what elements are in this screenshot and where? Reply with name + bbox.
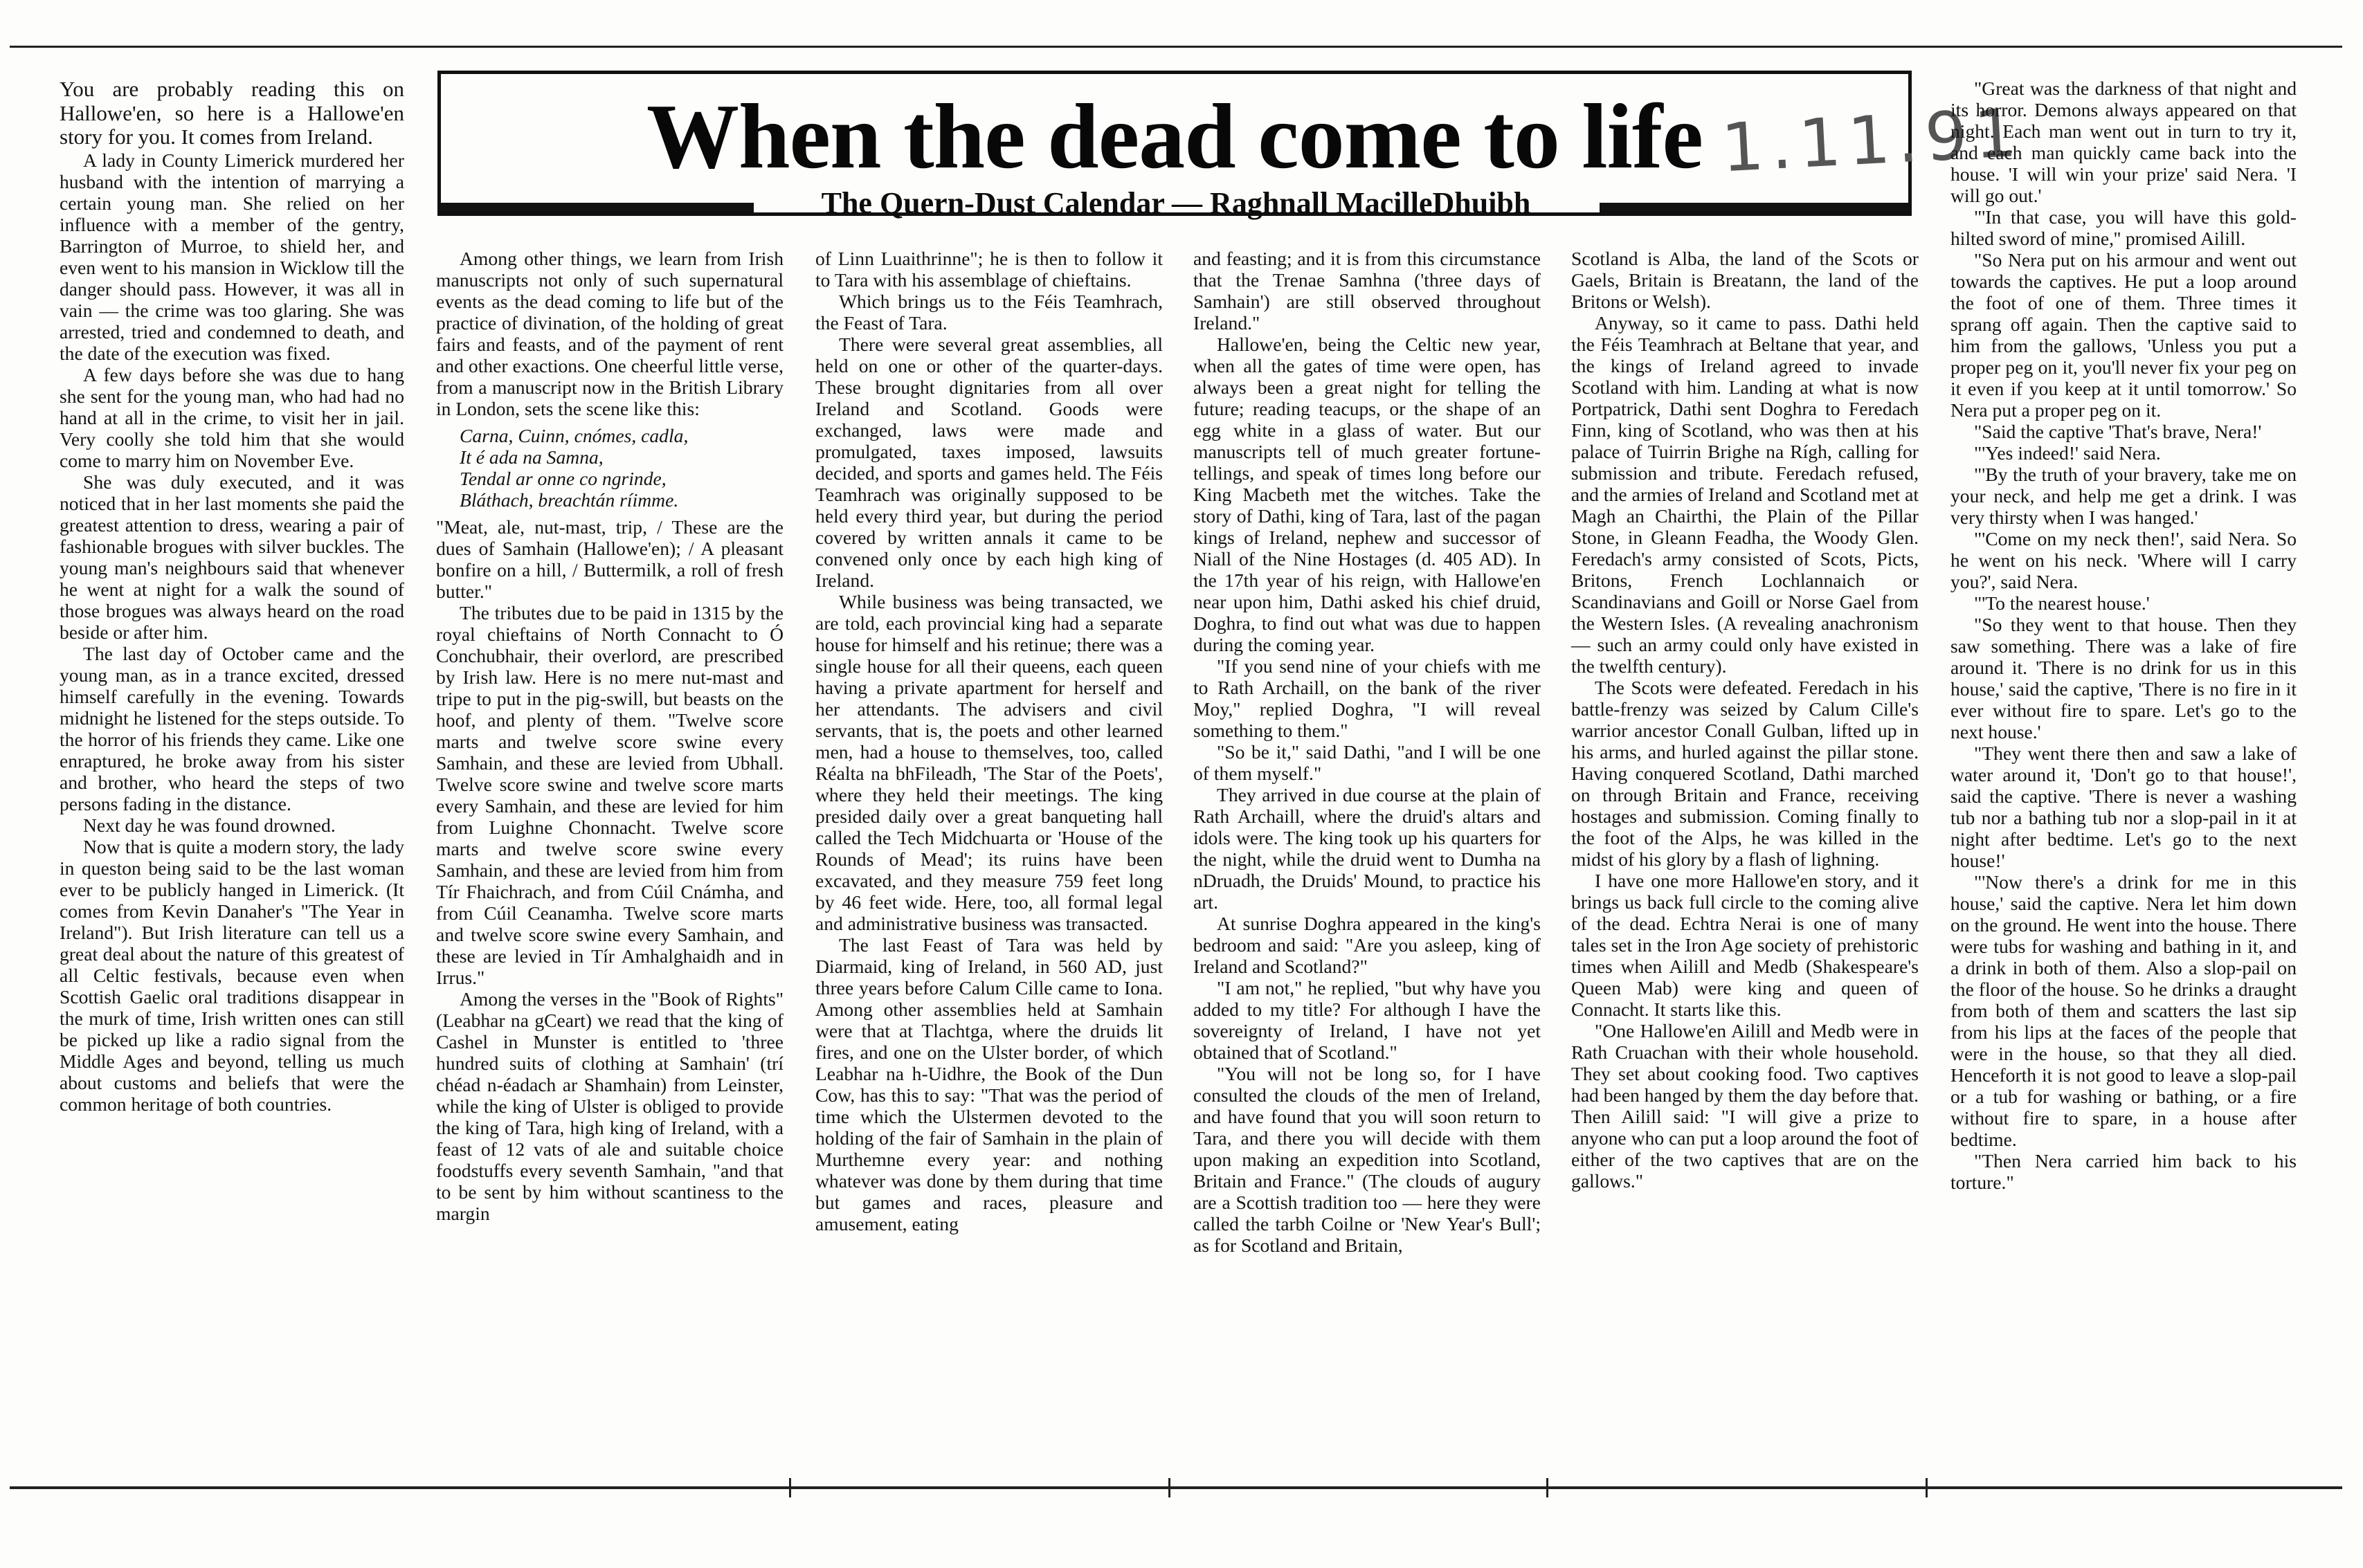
verse-line: It é ada na Samna, (460, 446, 604, 468)
column-tick (1168, 1478, 1170, 1497)
paragraph: I have one more Hallowe'en story, and it brings us back full circle to the coming alive of the dead. Echtra Nerai is one of many tales set in the Iron Age society of prehistoric times when Ailill and Medb (Shakespeare's Queen Mab) were king and queen of Connacht. It starts like this. (1571, 870, 1919, 1020)
subhead-row (441, 185, 1908, 219)
verse-line: Bláthach, breachtán ríimme. (460, 489, 679, 511)
paragraph: "Said the captive 'That's brave, Nera!' (1974, 421, 2262, 442)
paragraph: The tributes due to be paid in 1315 by the royal chieftains of North Connacht to Ó Conchubhair, their overlord, are prescribed by Irish law. Here is no mere nut-mast and tripe to put in the pig-swill, but beasts on the hoof, and plenty of them. "Twelve score marts and twelve score swine every Samhain, and these are levied from Ubhall. Twelve score swine and twelve score marts every Samhain, and these are levied for him from Luighne Chonnacht. Twelve score marts and twelve score swine every Samhain, and these are levied from him from Tír Fhaichrach, and from Cúil Cnámha, and from Cúil Ceanamha. Twelve score marts and twelve score swine every Samhain, and these are levied in Tír Amhalghaidh and in Irrus." (436, 602, 784, 988)
subhead-bar-left (441, 203, 754, 214)
column-1 (60, 78, 404, 1115)
paragraph: They arrived in due course at the plain of Rath Archaill, where the druid's altars and idols were. The king took up his quarters for the night, while the druid went to Dumha na nDruadh, the Druids' Mound, to practice his art. (1193, 784, 1541, 913)
paragraph: of Linn Luaithrinne"; he is then to follow it to Tara with his assemblage of chieftains. (815, 248, 1163, 291)
paragraph: "'In that case, you will have this gold-hilted sword of mine,'' promised Ailill. (1950, 206, 2297, 249)
paragraph: You are probably reading this on Hallowe'en, so here is a Hallowe'en story for you. It comes from Ireland. (60, 77, 404, 149)
paragraph: "So Nera put on his armour and went out towards the captives. He put a loop around the foot of one of them. Three times it sprang off again. Then the captive said to him from the gallows, 'Unless you put a proper peg on it, you'll never fix your peg on it even if you keep at it until tomorrow.' So Nera put a proper peg on it. (1950, 249, 2297, 421)
paragraph: "One Hallowe'en Ailill and Medb were in Rath Cruachan with their whole household. They set about cooking food. Two captives had been hanged by them the day before that. Then Ailill said: "I will give a prize to anyone who can put a loop around the foot of either of the two captives that are on the gallows." (1571, 1020, 1919, 1192)
paragraph: "'To the nearest house.' (1974, 592, 2150, 614)
bottom-rule (10, 1486, 2342, 1489)
paragraph: "So they went to that house. Then they saw something. There was a lake of fire around it. 'There is no drink for us in this house,' said the captive, 'There is no fire in it ever without fire to spare. Let's go to the next house.' (1950, 614, 2297, 742)
column-tick (1926, 1478, 1928, 1497)
paragraph: "Then Nera carried him back to his torture." (1950, 1150, 2297, 1193)
paragraph: "You will not be long so, for I have consulted the clouds of the men of Ireland, and have found that you will soon return to Tara, and there you will decide with them upon making an expedition into Scotland, Britain and France." (The clouds of augury are a Scottish tradition too — here they were called the tarbh Coilne or 'New Year's Bull'; as for Scotland and Britain, (1193, 1063, 1541, 1256)
column-4 (1193, 248, 1541, 1256)
paragraph: "'Now there's a drink for me in this house,' said the captive. Nera let him down on the ground. He went into the house. There were tubs for washing and bathing in it, and a drink in both of them. Also a slop-pail on the floor of the house. So he drinks a draught from both of them and scatters the last sip from his lips at the faces of the people that were in the house, so that they all died. Henceforth it is not good to leave a slop-pail or a tub for washing or bathing, or a fire without fire to spare, in a house after bedtime. (1950, 871, 2297, 1150)
gaelic-verse (460, 425, 784, 511)
paragraph: The Scots were defeated. Feredach in his battle-frenzy was seized by Calum Cille's warrior ancestor Conall Gulban, lifted up in his arms, and hurled against the pillar stone. Having conquered Scotland, Dathi marched on through Britain and France, receiving hostages and submission. Coming finally to the foot of the Alps, he was killed in the midst of his glory by a flash of lighning. (1571, 677, 1919, 870)
headline-box (437, 71, 2026, 220)
paragraph: and feasting; and it is from this circumstance that the Trenae Samhna ('three days of Samhain') are still observed throughout Ireland." (1193, 248, 1541, 334)
subhead: The Quern-Dust Calendar — Raghnall MacilleDhuibh (821, 186, 1531, 220)
top-rule (10, 46, 2342, 48)
paragraph: "'Come on my neck then!', said Nera. So he went on his neck. 'Where will I carry you?', said Nera. (1950, 528, 2297, 592)
paragraph: A few days before she was due to hang she sent for the young man, who had had no hand at all in the crime, to visit her in jail. Very coolly she told him that she would come to marry him on November Eve. (60, 363, 404, 471)
paragraph: She was duly executed, and it was noticed that in her last moments she paid the greatest attention to dress, wearing a pair of fashionable brogues with silver buckles. The young man's neighbours said that whenever he went at night for a walk the sound of those brogues was always heard on the road beside or after him. (60, 471, 404, 643)
paragraph: Among the verses in the "Book of Rights" (Leabhar na gCeart) we read that the king of Cashel in Munster is entitled to 'three hundred suits of clothing at Samhain' (trí chéad n-éadach ar Shamhain) from Leinster, while the king of Ulster is obliged to provide the king of Tara, high king of Ireland, with a feast of 12 vats of ale and suitable choice foodstuffs every seventh Samhain, "and that to be sent by him without scantiness to the margin (436, 988, 784, 1224)
paragraph: "So be it," said Dathi, "and I will be one of them myself." (1193, 741, 1541, 784)
column-6 (1950, 78, 2297, 1193)
subhead-bar-right (1600, 203, 1908, 214)
verse-line: Tendal ar onne co ngrinde, (460, 468, 667, 489)
paragraph: Scotland is Alba, the land of the Scots or Gaels, Britain is Breatann, the land of the Britons or Welsh). (1571, 248, 1919, 312)
paragraph: The last day of October came and the young man, as in a trance excited, dressed himself carefully in the evening. Towards midnight he listened for the steps outside. To the horror of his friends they came. Like one enraptured, he broke away from his sister and brother, who heard the steps of two persons fading in the distance. (60, 642, 404, 814)
paragraph: There were several great assemblies, all held on one or other of the quarter-days. These brought dignitaries from all over Ireland and Scotland. Goods were exchanged, laws were made and promulgated, taxes imposed, lawsuits decided, and sports and games held. The Féis Teamhrach was originally supposed to be held every third year, but during the period covered by written annals it came to be convened only once by each high king of Ireland. (815, 334, 1163, 591)
paragraph: Anyway, so it came to pass. Dathi held the Féis Teamhrach at Beltane that year, and the kings of Ireland agreed to invade Scotland with him. Landing at what is now Portpatrick, Dathi sent Doghra to Feredach Finn, king of Scotland, who was then at his palace of Tuirrin Brighe na Rígh, calling for submission and tribute. Feredach refused, and the armies of Ireland and Scotland met at Magh an Chairthi, the Plain of the Pillar Stone, in Gleann Feadha, the Woody Glen. Feredach's army consisted of Scots, Picts, Britons, French Lochlannaich or Scandinavians and Goill or Norse Gael from the Western Isles. (A revealing anachronism — such an army could only have existed in the twelfth century). (1571, 312, 1919, 677)
paragraph: Which brings us to the Féis Teamhrach, the Feast of Tara. (815, 291, 1163, 334)
paragraph: While business was being transacted, we are told, each provincial king had a separate house for himself and his retinue; there was a single house for all their queens, each queen having a private apartment for herself and her attendants. The advisers and civil servants, that is, the poets and other learned men, had a house to themselves, too, called Réalta na bhFileadh, 'The Star of the Poets', where they held their meetings. The king presided daily over a great banqueting hall called the Tech Midchuarta or 'House of the Rounds of Mead'; its ruins have been excavated, and they measure 759 feet long by 46 feet wide. Here, too, all formal legal and administrative business was transacted. (815, 591, 1163, 934)
paragraph: At sunrise Doghra appeared in the king's bedroom and said: "Are you asleep, king of Ireland and Scotland?" (1193, 913, 1541, 977)
paragraph: Next day he was found drowned. (83, 814, 336, 836)
headline: When the dead come to life (646, 85, 1703, 188)
paragraph: A lady in County Limerick murdered her husband with the intention of marrying a certain young man. She relied on her influence with a member of the gentry, Barrington of Murroe, to shield her, and even went to his mansion in Wicklow till the danger should pass. However, it was all in vain — the crime was too glaring. She was arrested, tried and condemned to death, and the date of the execution was fixed. (60, 149, 404, 364)
paragraph: "If you send nine of your chiefs with me to Rath Archaill, on the bank of the river Moy," replied Doghra, "I will reveal something to them." (1193, 655, 1541, 741)
column-tick (789, 1478, 791, 1497)
paragraph: "I am not," he replied, "but why have you added to my title? For although I have the sovereignty of Ireland, I have not yet obtained that of Scotland." (1193, 977, 1541, 1063)
paragraph: "They went there then and saw a lake of water around it, 'Don't go to that house!', said the captive. 'There is never a washing tub nor a bathing tub nor a slop-pail in it at night after bedtime. Let's go to the next house!' (1950, 742, 2297, 871)
paragraph: "Meat, ale, nut-mast, trip, / These are the dues of Samhain (Hallowe'en); / A pleasant bonfire on a hill, / Buttermilk, a roll of fresh butter." (436, 516, 784, 602)
paragraph: "'Yes indeed!' said Nera. (1974, 442, 2161, 464)
paragraph: "'By the truth of your bravery, take me on your neck, and help me get a drink. I was very thirsty when I was hanged.' (1950, 464, 2297, 528)
paragraph: Now that is quite a modern story, the lady in queston being said to be the last woman ever to be publicly hanged in Limerick. (It comes from Kevin Danaher's "The Year in Ireland"). But Irish literature can tell us a great deal about the nature of this greatest of all Celtic festivals, because even when Scottish Gaelic oral traditions disappear in the murk of time, Irish written ones can still be picked up like a radio signal from the Middle Ages and beyond, telling us much about customs and beliefs that were the common heritage of both countries. (60, 835, 404, 1115)
column-tick (1546, 1478, 1548, 1497)
column-3 (815, 248, 1163, 1234)
paragraph: Hallowe'en, being the Celtic new year, when all the gates of time were open, has always been a great night for telling the future; reading teacups, or the shape of an egg white in a glass of water. But our manuscripts tell of much greater fortune-tellings, and speak of times long before our King Macbeth met the witches. Take the story of Dathi, king of Tara, last of the pagan kings of Ireland, nephew and successor of Niall of the Nine Hostages (d. 405 AD). In the 17th year of his reign, with Hallowe'en near upon him, Dathi asked his chief druid, Doghra, to find out what was due to happen during the coming year. (1193, 334, 1541, 655)
handwritten-date: 1.11.91 (1719, 93, 2026, 188)
paragraph: "Great was the darkness of that night and its horror. Demons always appeared on that night. Each man went out in turn to try it, and each man quickly came back into the house. 'I will win your prize' said Nera. 'I will go out.' (1950, 78, 2297, 206)
paragraph: Among other things, we learn from Irish manuscripts not only of such supernatural events as the dead coming to life but of the practice of divination, of the holding of great fairs and feasts, and of the payment of rent and other exactions. One cheerful little verse, from a manuscript now in the British Library in London, sets the scene like this: (436, 248, 784, 419)
column-2 (436, 248, 784, 1224)
column-5 (1571, 248, 1919, 1192)
verse-line: Carna, Cuinn, cnómes, cadla, (460, 425, 689, 446)
paragraph: The last Feast of Tara was held by Diarmaid, king of Ireland, in 560 AD, just three years before Calum Cille came to Iona. Among other assemblies held at Samhain were that at Tlachtga, where the druids lit fires, and one on the Ulster border, of which Leabhar na h-Uidhre, the Book of the Dun Cow, has this to say: "That was the period of time which the Ulstermen devoted to the holding of the fair of Samhain in the plain of Murthemne every year: and nothing whatever was done by them during that time but games and races, pleasure and amusement, eating (815, 934, 1163, 1234)
